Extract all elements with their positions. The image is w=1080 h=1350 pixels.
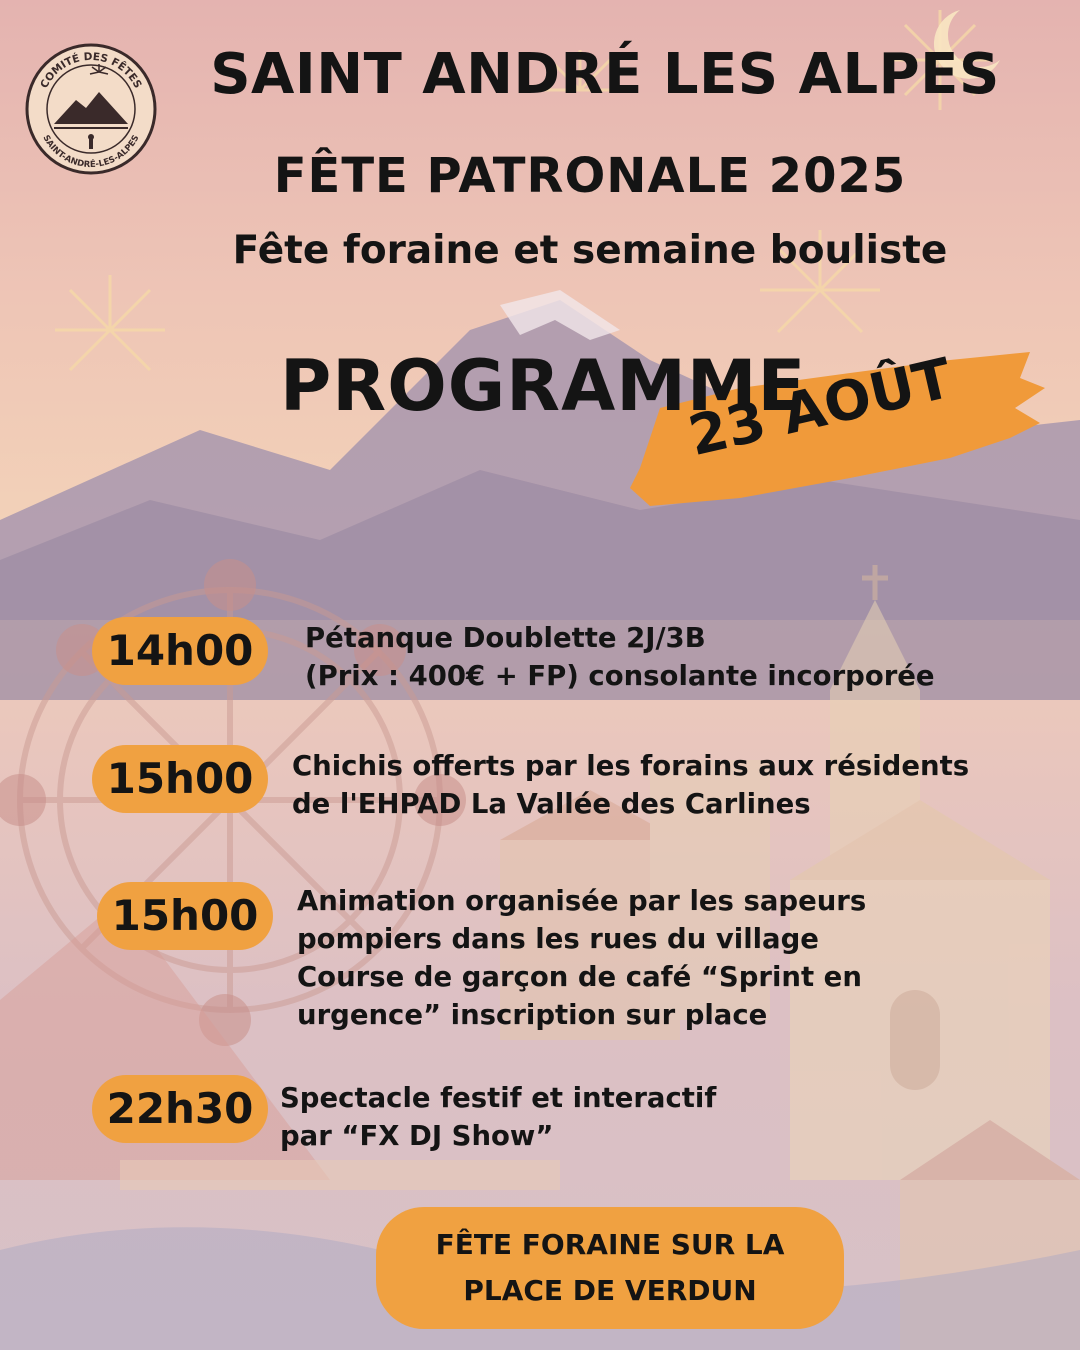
event-description-4 bbox=[280, 1079, 716, 1155]
event-2-line-1: Chichis offerts par les forains aux résidents bbox=[292, 750, 970, 782]
event-1-line-2: (Prix : 400€ + FP) consolante incorporée bbox=[305, 660, 935, 692]
programme-heading: PROGRAMME bbox=[280, 345, 807, 427]
event-description-2 bbox=[292, 747, 969, 823]
event-2-line-2: de l'EHPAD La Vallée des Carlines bbox=[292, 788, 811, 820]
event-1-line-1: Pétanque Doublette 2J/3B bbox=[305, 622, 706, 654]
event-time-3: 15h00 bbox=[97, 882, 273, 950]
event-3-line-2: pompiers dans les rues du village bbox=[297, 923, 819, 955]
comite-des-fetes-logo bbox=[24, 42, 158, 176]
event-description-3 bbox=[297, 882, 866, 1034]
logo-text-bottom: SAINT-ANDRÉ-LES-ALPES bbox=[40, 133, 142, 171]
event-3-line-4: urgence” inscription sur place bbox=[297, 999, 768, 1031]
event-tagline: Fête foraine et semaine bouliste bbox=[232, 228, 948, 273]
event-subtitle: FÊTE PATRONALE 2025 bbox=[273, 148, 907, 204]
fete-foraine-location-banner bbox=[376, 1207, 844, 1329]
programme-date: 23 AOÛT bbox=[682, 345, 958, 469]
banner-line-2: PLACE DE VERDUN bbox=[463, 1274, 757, 1307]
page-title: SAINT ANDRÉ LES ALPES bbox=[210, 42, 1000, 107]
event-4-line-2: par “FX DJ Show” bbox=[280, 1120, 554, 1152]
event-3-line-3: Course de garçon de café “Sprint en bbox=[297, 961, 862, 993]
event-description-1 bbox=[305, 619, 935, 695]
event-time-2: 15h00 bbox=[92, 745, 268, 813]
event-4-line-1: Spectacle festif et interactif bbox=[280, 1082, 717, 1114]
logo-text-top: COMITÉ DES FÊTES bbox=[38, 50, 144, 91]
banner-line-1: FÊTE FORAINE SUR LA bbox=[435, 1228, 785, 1261]
event-3-line-1: Animation organisée par les sapeurs bbox=[297, 885, 867, 917]
event-time-1: 14h00 bbox=[92, 617, 268, 685]
event-time-4: 22h30 bbox=[92, 1075, 268, 1143]
